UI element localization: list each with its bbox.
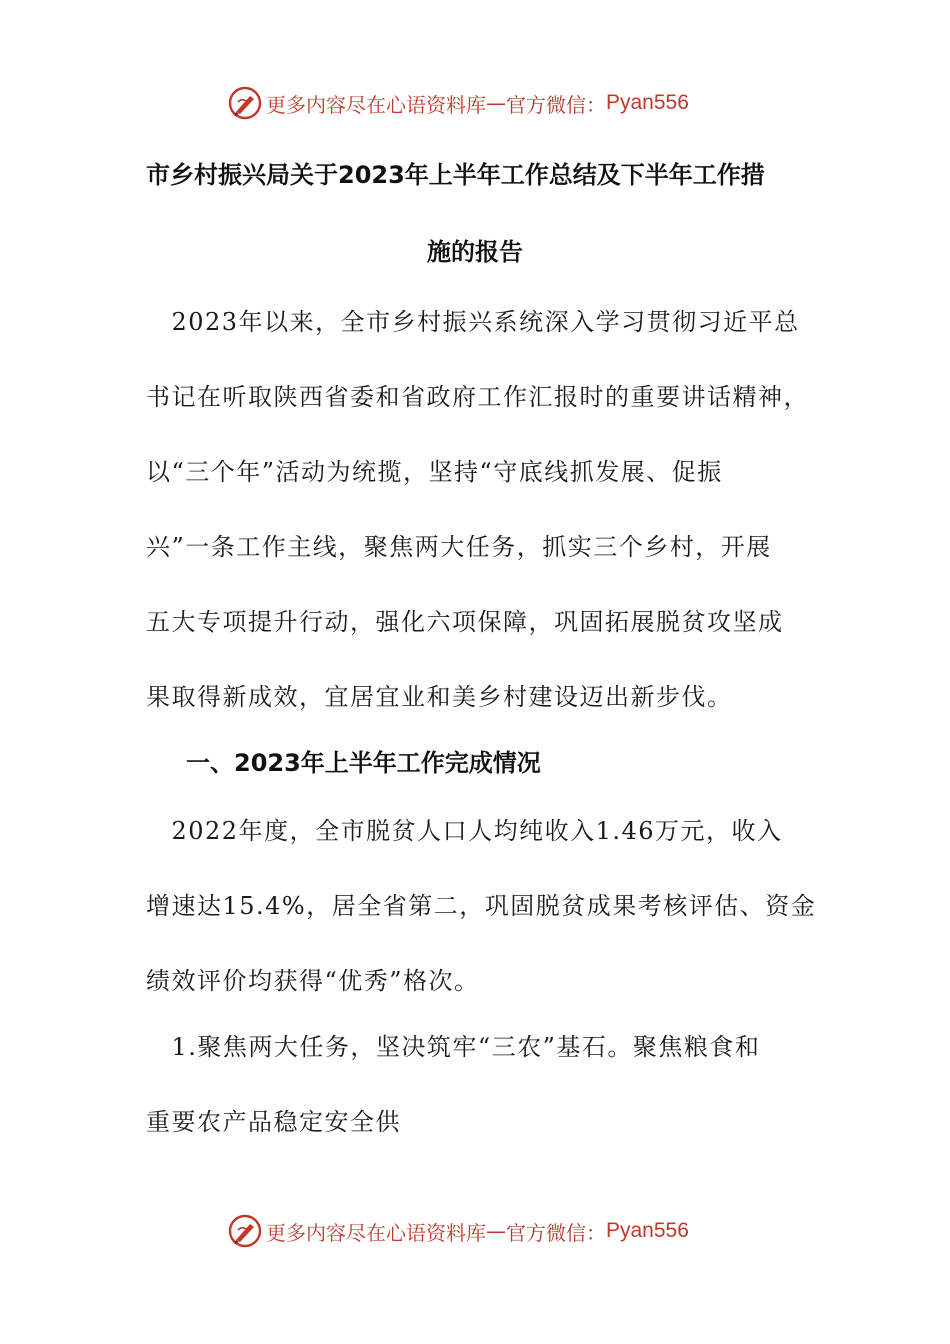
body-line: 2023年以来，全市乡村振兴系统深入学习贯彻习近平总 bbox=[146, 308, 800, 336]
pen-logo-icon bbox=[228, 86, 262, 120]
banner-text: 更多内容尽在心语资料库 bbox=[266, 92, 486, 117]
banner-wechat-label: 官方微信： bbox=[506, 92, 606, 117]
pen-logo-icon bbox=[228, 1214, 262, 1248]
body-line: 五大专项提升行动，强化六项保障，巩固拓展脱贫攻坚成 bbox=[146, 608, 784, 636]
body-line: 果取得新成效，宜居宜业和美乡村建设迈出新步伐。 bbox=[146, 683, 733, 711]
body-line: 1.聚焦两大任务，坚决筑牢“三农”基石。聚焦粮食和 bbox=[146, 1033, 761, 1061]
body-line: 书记在听取陕西省委和省政府工作汇报时的重要讲话精神， bbox=[146, 383, 809, 411]
body-line: 以“三个年”活动为统揽，坚持“守底线抓发展、促振 bbox=[146, 458, 723, 486]
banner-text: 更多内容尽在心语资料库 bbox=[266, 1220, 486, 1245]
banner-wechat-id: Pyan556 bbox=[606, 1219, 689, 1242]
body-line: 兴”一条工作主线，聚焦两大任务，抓实三个乡村，开展 bbox=[146, 533, 772, 561]
document-title-line-2: 施的报告 bbox=[427, 238, 523, 266]
banner-wechat-label: 官方微信： bbox=[506, 1220, 606, 1245]
banner-dash: — bbox=[486, 91, 506, 115]
body-line: 增速达15.4%，居全省第二，巩固脱贫成果考核评估、资金 bbox=[146, 892, 817, 920]
banner-wechat-id: Pyan556 bbox=[606, 91, 689, 114]
banner-dash: — bbox=[486, 1219, 506, 1243]
footer-banner bbox=[228, 1213, 689, 1249]
section-heading: 一、2023年上半年工作完成情况 bbox=[186, 749, 541, 777]
header-banner bbox=[228, 85, 689, 121]
body-line: 绩效评价均获得“优秀”格次。 bbox=[146, 967, 480, 995]
body-line: 2022年度，全市脱贫人口人均纯收入1.46万元，收入 bbox=[146, 817, 783, 845]
document-title-line-1: 市乡村振兴局关于2023年上半年工作总结及下半年工作措 bbox=[146, 161, 765, 189]
body-line: 重要农产品稳定安全供 bbox=[146, 1108, 401, 1136]
